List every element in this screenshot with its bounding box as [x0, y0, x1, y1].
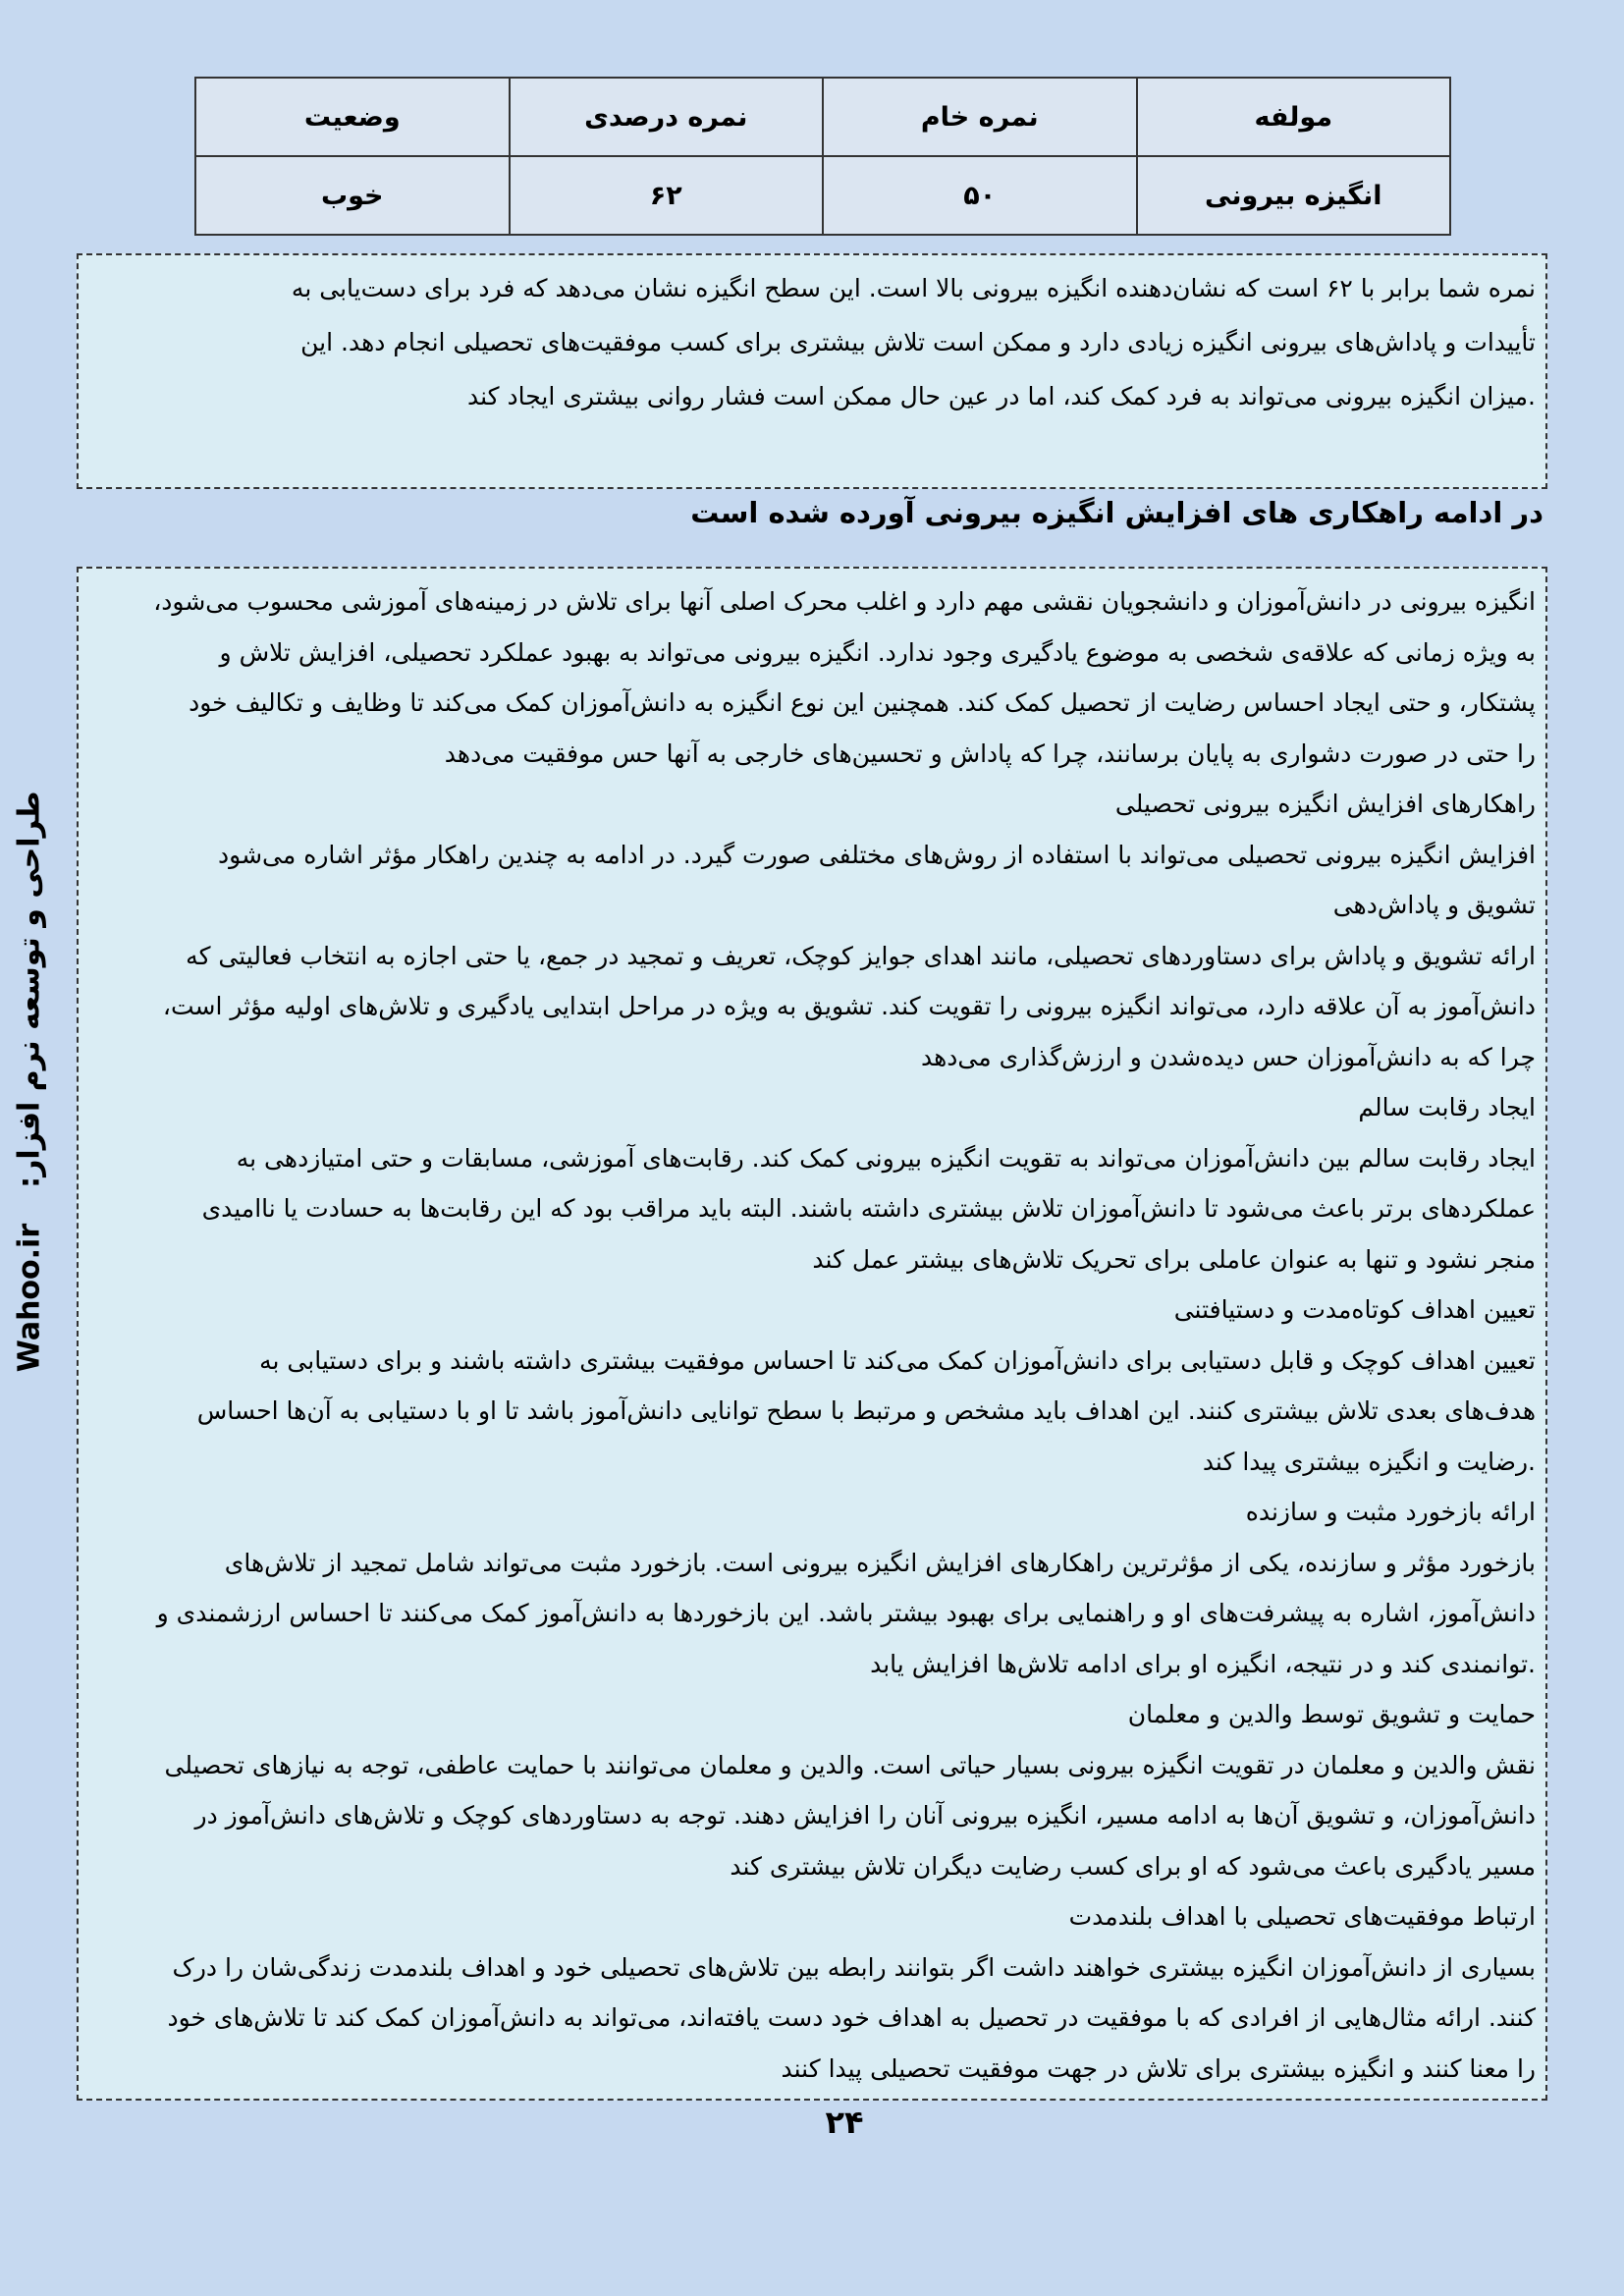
- text-line: تعیین اهداف کوچک و قابل دستیابی برای دانش‌آموزان کمک می‌کند تا احساس موفقیت بیشتری داشته باشند و برای دستیابی به: [259, 1345, 1536, 1375]
- text-line: افزایش انگیزه بیرونی تحصیلی می‌تواند با استفاده از روش‌های مختلفی صورت گیرد. در ادامه به چندین راهکار مؤثر اشاره می‌شود: [218, 840, 1536, 869]
- text-line: را حتی در صورت دشواری به پایان برسانند، چرا که پاداش و تحسین‌های خارجی به آنها حس موفقیت می‌دهد: [444, 738, 1536, 768]
- text-line: .توانمندی کند و در نتیجه، انگیزه او برای ادامه تلاش‌ها افزایش یابد: [870, 1649, 1536, 1678]
- score-table: [194, 77, 1451, 236]
- cell-component: انگیزه بیرونی: [1137, 156, 1451, 235]
- header-status: وضعیت: [195, 78, 510, 156]
- cell-status: خوب: [195, 156, 510, 235]
- text-line: هدف‌های بعدی تلاش بیشتری کنند. این اهداف باید مشخص و مرتبط با سطح توانایی دانش‌آموز باشد تا او با دستیابی به آن‌ها احساس: [196, 1396, 1536, 1425]
- header-raw-score: نمره خام: [823, 78, 1137, 156]
- text-line: ایجاد رقابت سالم بین دانش‌آموزان می‌تواند به تقویت انگیزه بیرونی کمک کند. رقابت‌های آموزشی، مسابقات و حتی امتیازدهی به: [236, 1143, 1536, 1173]
- header-percent-score: نمره درصدی: [510, 78, 824, 156]
- text-line: ارتباط موفقیت‌های تحصیلی با اهداف بلندمدت: [1068, 1902, 1536, 1931]
- cell-percent-score: ۶۲: [510, 156, 824, 235]
- text-line: چرا که به دانش‌آموزان حس دیده‌شدن و ارزش‌گذاری می‌دهد: [920, 1042, 1536, 1071]
- text-line: دانش‌آموز، اشاره به پیشرفت‌های او و راهنمایی برای بهبود بیشتر باشد. این بازخوردها به دانش‌آموز کمک می‌کنند تا احساس ارزشمندی و: [156, 1599, 1536, 1627]
- text-line: .میزان انگیزه بیرونی می‌تواند به فرد کمک کند، اما در عین حال ممکن است فشار روانی بیشتری ایجاد کند: [467, 382, 1536, 410]
- text-line: بازخورد مؤثر و سازنده، یکی از مؤثرترین راهکارهای افزایش انگیزه بیرونی است. بازخورد مثبت می‌تواند شامل تمجید از تلاش‌های: [224, 1548, 1536, 1577]
- text-line: ایجاد رقابت سالم: [1358, 1093, 1536, 1121]
- strategies-box: [77, 567, 1547, 2101]
- header-component: مولفه: [1137, 78, 1451, 156]
- text-line: را معنا کنند و انگیزه بیشتری برای تلاش در جهت موفقیت تحصیلی پیدا کنند: [781, 2053, 1536, 2083]
- text-line: مسیر یادگیری باعث می‌شود که او برای کسب رضایت دیگران تلاش بیشتری کند: [730, 1851, 1536, 1881]
- text-line: پشتکار، و حتی ایجاد احساس رضایت از تحصیل کمک کند. همچنین این نوع انگیزه به دانش‌آموزان کمک می‌کند تا وظایف و تکالیف خود: [189, 688, 1536, 717]
- text-line: به ویژه زمانی که علاقه‌ی شخصی به موضوع یادگیری وجود ندارد. انگیزه بیرونی می‌تواند به بهبود عملکرد تحصیلی، افزایش تلاش و: [219, 637, 1536, 667]
- section-heading: در ادامه راهکاری های افزایش انگیزه بیرونی آورده شده است: [690, 496, 1543, 529]
- sidebar-site-link[interactable]: Wahoo.ir: [12, 1223, 47, 1373]
- cell-raw-score: ۵۰: [823, 156, 1137, 235]
- table-header-row: [195, 78, 1450, 156]
- text-line: دانش‌آموزان، و تشویق آن‌ها به ادامه مسیر، انگیزه بیرونی آنان را افزایش دهند. توجه به دستاوردهای کوچک و تلاش‌های دانش‌آموز در: [194, 1801, 1536, 1830]
- text-line: ارائه تشویق و پاداش برای دستاوردهای تحصیلی، مانند اهدای جوایز کوچک، تعریف و تمجید در جمع، یا حتی اجازه به انتخاب فعالیتی که: [186, 941, 1536, 970]
- text-line: نمره شما برابر با ۶۲ است که نشان‌دهنده انگیزه بیرونی بالا است. این سطح انگیزه نشان می‌دهد که فرد برای دست‌یابی به: [291, 274, 1536, 302]
- text-line: دانش‌آموز به آن علاقه دارد، می‌تواند انگیزه بیرونی را تقویت کند. تشویق به ویژه در مراحل ابتدایی یادگیری و تلاش‌های اولیه مؤثر است،: [162, 992, 1536, 1020]
- text-line: تشویق و پاداش‌دهی: [1332, 891, 1536, 919]
- text-line: راهکارهای افزایش انگیزه بیرونی تحصیلی: [1114, 790, 1536, 818]
- text-line: بسیاری از دانش‌آموزان انگیزه بیشتری خواهند داشت اگر بتوانند رابطه بین تلاش‌های تحصیلی خود و اهداف بلندمدت زندگی‌شان را درک: [172, 1952, 1536, 1982]
- table-row: [195, 156, 1450, 235]
- sidebar-credit: [12, 774, 47, 1373]
- text-line: .رضایت و انگیزه بیشتری پیدا کند: [1202, 1447, 1536, 1476]
- text-line: انگیزه بیرونی در دانش‌آموزان و دانشجویان نقشی مهم دارد و اغلب محرک اصلی آنها برای تلاش در زمینه‌های آموزشی محسوب می‌شود،: [153, 587, 1536, 616]
- text-line: ارائه بازخورد مثبت و سازنده: [1245, 1498, 1536, 1526]
- sidebar-label: طراحی و توسعه نرم افزار:: [12, 791, 47, 1188]
- text-line: تأییدات و پاداش‌های بیرونی انگیزه زیادی دارد و ممکن است تلاش بیشتری برای کسب موفقیت‌های تحصیلی انجام دهد. این: [300, 328, 1536, 356]
- text-line: حمایت و تشویق توسط والدین و معلمان: [1127, 1700, 1536, 1728]
- text-line: عملکردهای برتر باعث می‌شود تا دانش‌آموزان تلاش بیشتری داشته باشند. البته باید مراقب بود که این رقابت‌ها به حسادت یا ناامیدی: [201, 1194, 1536, 1223]
- text-line: تعیین اهداف کوتاه‌مدت و دستیافتنی: [1173, 1295, 1536, 1324]
- page-number: ۲۴: [825, 2104, 864, 2141]
- text-line: کنند. ارائه مثال‌هایی از افرادی که با موفقیت در تحصیل به اهداف خود دست یافته‌اند، می‌تواند به دانش‌آموزان کمک کند تا تلاش‌های خود: [167, 2003, 1536, 2032]
- text-line: منجر نشود و تنها به عنوان عاملی برای تحریک تلاش‌های بیشتر عمل کند: [812, 1244, 1536, 1274]
- summary-box: [77, 253, 1547, 489]
- text-line: نقش والدین و معلمان در تقویت انگیزه بیرونی بسیار حیاتی است. والدین و معلمان می‌توانند با حمایت عاطفی، توجه به نیازهای تحصیلی: [164, 1750, 1536, 1779]
